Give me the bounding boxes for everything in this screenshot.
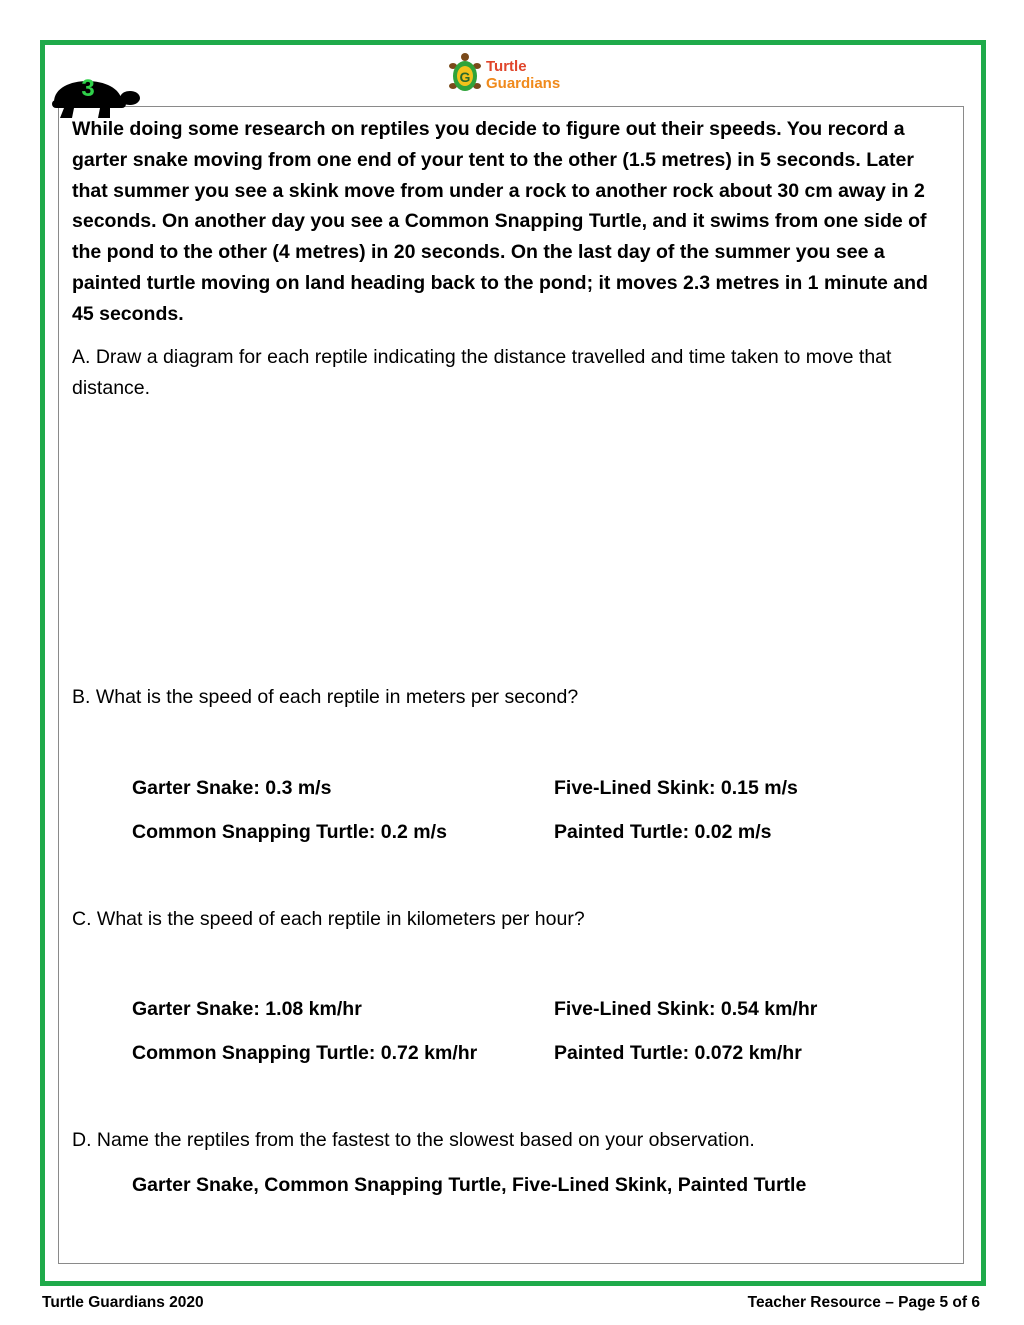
answer-c-garter: Garter Snake: 1.08 km/hr bbox=[132, 998, 362, 1020]
turtle-logo-icon bbox=[448, 52, 482, 100]
question-d: D. Name the reptiles from the fastest to the slowest based on your observation. bbox=[72, 1129, 755, 1151]
answer-c-snapping: Common Snapping Turtle: 0.72 km/hr bbox=[132, 1042, 478, 1064]
answer-d: Garter Snake, Common Snapping Turtle, Five-Lined Skink, Painted Turtle bbox=[132, 1174, 807, 1196]
answer-b-skink: Five-Lined Skink: 0.15 m/s bbox=[554, 777, 798, 799]
answer-c-painted: Painted Turtle: 0.072 km/hr bbox=[554, 1042, 802, 1064]
question-b: B. What is the speed of each reptile in meters per second? bbox=[72, 686, 579, 708]
turtle-guardians-logo bbox=[448, 52, 580, 100]
footer-right: Teacher Resource – Page 5 of 6 bbox=[747, 1294, 980, 1311]
footer-left: Turtle Guardians 2020 bbox=[42, 1294, 204, 1311]
problem-statement: While doing some research on reptiles you decide to figure out their speeds. You record a garter snake moving from one end of your tent to the other (1.5 metres) in 5 seconds. Later that summer you see a skink move from under a rock to another rock about 30 cm away in 2 seconds. On another day you see a Common Snapping Turtle, and it swims from one side of the pond to the other (4 metres) in 20 seconds. On the last day of the summer you see a painted turtle moving on land heading back to the pond; it moves 2.3 metres in 1 minute and 45 seconds. bbox=[72, 118, 928, 325]
question-c: C. What is the speed of each reptile in kilometers per hour? bbox=[72, 908, 585, 930]
question-a: A. Draw a diagram for each reptile indicating the distance travelled and time taken to move that distance. bbox=[72, 346, 892, 399]
answer-b-painted: Painted Turtle: 0.02 m/s bbox=[554, 821, 772, 843]
answer-b-garter: Garter Snake: 0.3 m/s bbox=[132, 777, 332, 799]
answer-b-snapping: Common Snapping Turtle: 0.2 m/s bbox=[132, 821, 447, 843]
logo-line-1: Turtle bbox=[486, 58, 527, 75]
logo-line-2: Guardians bbox=[486, 75, 561, 92]
turtle-number-icon bbox=[50, 68, 142, 120]
svg-text:G: G bbox=[459, 69, 471, 85]
answer-c-skink: Five-Lined Skink: 0.54 km/hr bbox=[554, 998, 818, 1020]
badge-number: 3 bbox=[81, 75, 95, 102]
